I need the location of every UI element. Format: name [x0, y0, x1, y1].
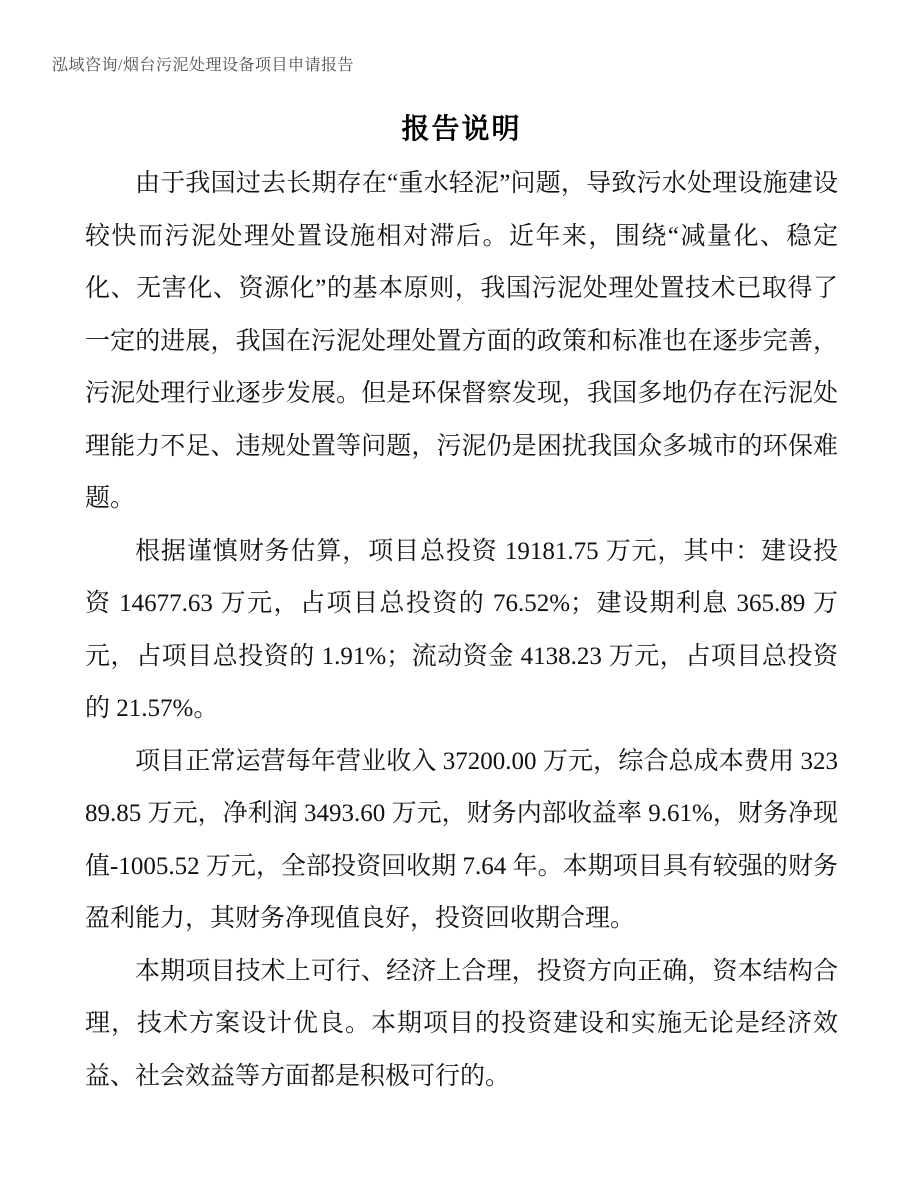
paragraph-feasibility-conclusion: 本期项目技术上可行、经济上合理，投资方向正确，资本结构合理，技术方案设计优良。本期项目的投资建设和实施无论是经济效益、社会效益等方面都是积极可行的。	[85, 957, 838, 1090]
page-header: 泓域咨询/烟台污泥处理设备项目申请报告	[52, 57, 354, 74]
paragraph-operating-financials: 项目正常运营每年营业收入 37200.00 万元，综合总成本费用 32389.85 万元，净利润 3493.60 万元，财务内部收益率 9.61%，财务净现值-1005.52 万元，全部投资回收期 7.64 年。本期项目具有较强的财务盈利能力，其财务净现值良好，投资回收期合理。	[85, 747, 838, 932]
paragraph-investment-estimate: 根据谨慎财务估算，项目总投资 19181.75 万元，其中：建设投资 14677.63 万元，占项目总投资的 76.52%；建设期利息 365.89 万元，占项目总投资的 1.91%；流动资金 4138.23 万元，占项目总投资的 21.57%。	[85, 537, 838, 722]
document-content	[85, 112, 838, 1103]
document-title: 报告说明	[401, 114, 522, 145]
paragraph-overview: 由于我国过去长期存在“重水轻泥”问题，导致污水处理设施建设较快而污泥处理处置设施相对滞后。近年来，围绕“减量化、稳定化、无害化、资源化”的基本原则，我国污泥处理处置技术已取得了一定的进展，我国在污泥处理处置方面的政策和标准也在逐步完善，污泥处理行业逐步发展。但是环保督察发现，我国多地仍存在污泥处理能力不足、违规处置等问题，污泥仍是困扰我国众多城市的环保难题。	[85, 170, 838, 512]
